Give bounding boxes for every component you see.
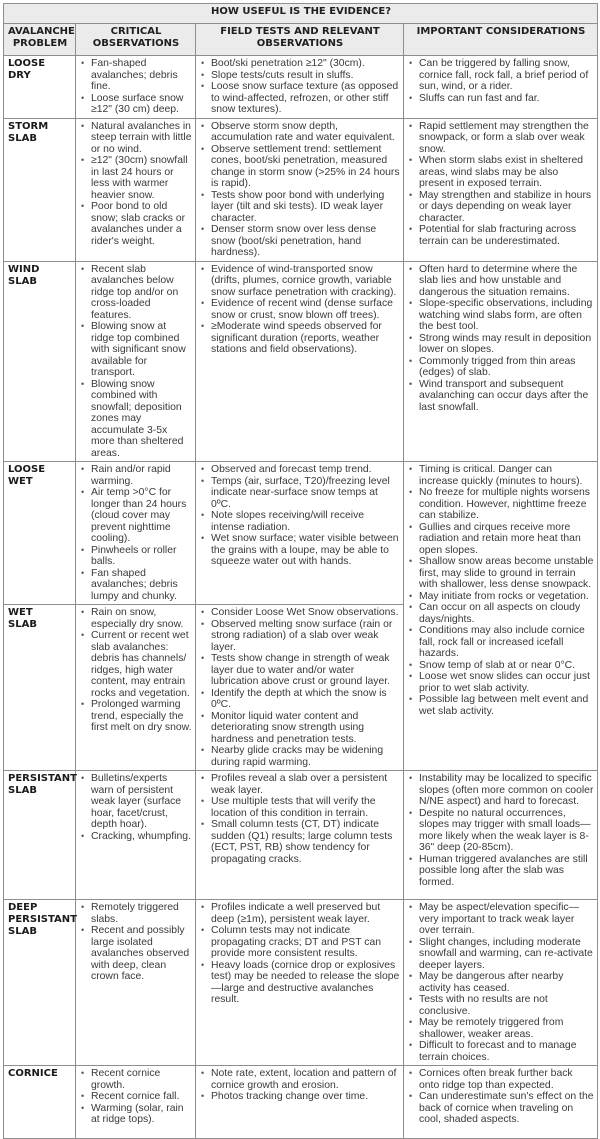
list-item: • Timing is critical. Danger can increase quickly (minutes to hours). — [408, 464, 594, 487]
field-tests-cell — [196, 261, 404, 462]
list-item: • Snow temp of slab at or near 0°C. — [408, 660, 594, 672]
list-item: • Prolonged warming trend, especially the first melt on dry snow. — [80, 699, 192, 734]
list-item: • Nearby glide cracks may be widening during rapid warming. — [200, 745, 400, 768]
list-item: • ≥12" (30cm) snowfall in last 24 hours or less with warmer heavier snow. — [80, 155, 192, 201]
table-body — [4, 56, 598, 1139]
column-header-label: AVALANCHE PROBLEM — [8, 26, 75, 49]
list-item: • Note rate, extent, location and pattern of cornice growth and erosion. — [200, 1068, 400, 1091]
list-item: • Shallow snow areas become unstable first, may slide to ground in terrain with shallower, less dense snowpack. — [408, 556, 594, 591]
list-item: • Bulletins/experts warn of persistent weak layer (surface hoar, facet/crust, depth hoar). — [80, 773, 192, 831]
avalanche-problem-cell — [4, 1066, 76, 1139]
list-item: • Possible lag between melt event and wet slab activity. — [408, 694, 594, 717]
field-tests-cell — [196, 462, 404, 605]
list-item: • Denser storm snow over less dense snow (boot/ski penetration, hand hardness). — [200, 224, 400, 259]
list-item: • Cracking, whumpfing. — [80, 831, 192, 843]
list-item: • Air temp >0°C for longer than 24 hours (cloud cover may prevent nighttime cooling). — [80, 487, 192, 545]
column-header-label: CRITICAL OBSERVATIONS — [92, 26, 180, 49]
critical-observations-cell — [76, 605, 196, 771]
list-item: • Warming (solar, rain at ridge tops). — [80, 1103, 192, 1126]
considerations-list — [408, 264, 594, 414]
list-item: • Pinwheels or roller balls. — [80, 545, 192, 568]
list-item: • Recent slab avalanches below ridge top and/or on cross-loaded features. — [80, 264, 192, 322]
critical-observations-cell — [76, 261, 196, 462]
avalanche-problem-cell — [4, 900, 76, 1066]
critical-observations-list — [80, 121, 192, 248]
list-item: • Blowing snow combined with snowfall; deposition zones may accumulate 3-5x more than sheltered areas. — [80, 379, 192, 460]
list-item: • Loose wet snow slides can occur just prior to wet slab activity. — [408, 671, 594, 694]
critical-observations-cell — [76, 900, 196, 1066]
field-tests-cell — [196, 1066, 404, 1139]
list-item: • Evidence of wind-transported snow (drifts, plumes, cornice growth, variable snow surface penetration with cracking). — [200, 264, 400, 299]
list-item: • Identify the depth at which the snow is 0ºC. — [200, 688, 400, 711]
field-tests-cell — [196, 605, 404, 771]
list-item: • Temps (air, surface, T20)/freezing level indicate near-surface snow temps at 0ºC. — [200, 476, 400, 511]
critical-observations-list — [80, 464, 192, 602]
list-item: • Rain and/or rapid warming. — [80, 464, 192, 487]
avalanche-problem-name: WET SLAB — [8, 607, 37, 630]
list-item: • Observed melting snow surface (rain or strong radiation) of a slab over weak layer. — [200, 619, 400, 654]
table-row — [4, 462, 598, 605]
list-item: • Commonly trigged from thin areas (edges) of slab. — [408, 356, 594, 379]
list-item: • May initiate from rocks or vegetation. — [408, 591, 594, 603]
avalanche-problem-name: WIND SLAB — [8, 263, 40, 287]
critical-observations-list — [80, 607, 192, 734]
list-item: • Gullies and cirques receive more radiation and retain more heat than open slopes. — [408, 522, 594, 557]
avalanche-problem-cell — [4, 118, 76, 261]
column-header-label: FIELD TESTS AND RELEVANT OBSERVATIONS — [220, 26, 380, 49]
list-item: • Tests show poor bond with underlying layer (tilt and ski tests). ID weak layer character. — [200, 190, 400, 225]
avalanche-problem-cell — [4, 605, 76, 771]
column-header-row — [4, 24, 598, 56]
critical-observations-cell — [76, 1066, 196, 1139]
list-item: • Profiles indicate a well preserved but deep (≥1m), persistent weak layer. — [200, 902, 400, 925]
critical-observations-list — [80, 58, 192, 116]
list-item: • Tests show change in strength of weak layer due to water and/or water lubrication above crust or ground layer. — [200, 653, 400, 688]
list-item: • May be dangerous after nearby activity has ceased. — [408, 971, 594, 994]
table-row — [4, 1066, 598, 1139]
considerations-cell — [404, 118, 598, 261]
field-tests-list — [200, 464, 400, 568]
list-item: • Can occur on all aspects on cloudy days/nights. — [408, 602, 594, 625]
table-row — [4, 771, 598, 900]
list-item: • Can be triggered by falling snow, cornice fall, rock fall, a brief period of sun, wind, or a rider. — [408, 58, 594, 93]
avalanche-problem-name: PERSISTANT SLAB — [8, 773, 77, 796]
list-item: • Slope-specific observations, including watching wind slabs form, are often the best tool. — [408, 298, 594, 333]
table-title-row — [4, 4, 598, 24]
list-item: • Tests with no results are not conclusive. — [408, 994, 594, 1017]
considerations-list — [408, 1068, 594, 1126]
table-row — [4, 261, 598, 462]
field-tests-list — [200, 264, 400, 356]
list-item: • Use multiple tests that will verify the location of this condition in terrain. — [200, 796, 400, 819]
list-item: • Note slopes receiving/will receive intense radiation. — [200, 510, 400, 533]
list-item: • Profiles reveal a slab over a persistent weak layer. — [200, 773, 400, 796]
avalanche-problem-cell — [4, 56, 76, 119]
avalanche-problem-name: STORM SLAB — [8, 120, 49, 144]
avalanche-problem-cell — [4, 771, 76, 900]
avalanche-problem-name: LOOSE WET — [8, 464, 46, 487]
list-item: • Photos tracking change over time. — [200, 1091, 400, 1103]
avalanche-problem-name: CORNICE — [8, 1068, 58, 1079]
list-item: • ≥Moderate wind speeds observed for significant duration (reports, weather stations and field observations). — [200, 321, 400, 356]
list-item: • Wind transport and subsequent avalanching can occur days after the last snowfall. — [408, 379, 594, 414]
considerations-list — [408, 121, 594, 248]
list-item: • Rain on snow, especially dry snow. — [80, 607, 192, 630]
field-tests-list — [200, 58, 400, 116]
field-tests-cell — [196, 900, 404, 1066]
list-item: • Can underestimate sun's effect on the back of cornice when traveling on cool, shaded aspects. — [408, 1091, 594, 1126]
considerations-list — [408, 58, 594, 104]
list-item: • Difficult to forecast and to manage terrain choices. — [408, 1040, 594, 1063]
list-item: • Current or recent wet slab avalanches: debris has channels/ ridges, high water content, may entrain rocks and vegetation. — [80, 630, 192, 699]
field-tests-cell — [196, 771, 404, 900]
list-item: • Slope tests/cuts result in sluffs. — [200, 70, 400, 82]
considerations-cell — [404, 56, 598, 119]
considerations-list — [408, 464, 594, 717]
list-item: • Loose snow surface texture (as opposed to wind-affected, refrozen, or other stiff snow textures). — [200, 81, 400, 116]
list-item: • Potential for slab fracturing across terrain can be underestimated. — [408, 224, 594, 247]
column-header-problem — [4, 24, 76, 56]
critical-observations-list — [80, 773, 192, 842]
critical-observations-list — [80, 264, 192, 460]
list-item: • Recent and possibly large isolated avalanches observed with deep, clean crown face. — [80, 925, 192, 983]
column-header-considerations — [404, 24, 598, 56]
list-item: • Observe settlement trend: settlement cones, boot/ski penetration, measured change in storm snow (>25% in 24 hours is rapid). — [200, 144, 400, 190]
list-item: • Human triggered avalanches are still possible long after the slab was formed. — [408, 854, 594, 889]
critical-observations-list — [80, 902, 192, 983]
considerations-cell-wet — [404, 462, 598, 771]
table-row — [4, 56, 598, 119]
field-tests-list — [200, 773, 400, 865]
critical-observations-list — [80, 1068, 192, 1126]
list-item: • Conditions may also include cornice fall, rock fall or increased icefall hazards. — [408, 625, 594, 660]
list-item: • Loose surface snow ≥12" (30 cm) deep. — [80, 93, 192, 116]
list-item: • Boot/ski penetration ≥12" (30cm). — [200, 58, 400, 70]
list-item: • Recent cornice growth. — [80, 1068, 192, 1091]
list-item: • May be aspect/elevation specific—very important to track weak layer over terrain. — [408, 902, 594, 937]
list-item: • Rapid settlement may strengthen the snowpack, or form a slab over weak snow. — [408, 121, 594, 156]
list-item: • Sluffs can run fast and far. — [408, 93, 594, 105]
table-row — [4, 900, 598, 1066]
list-item: • Observe storm snow depth, accumulation rate and water equivalent. — [200, 121, 400, 144]
list-item: • Remotely triggered slabs. — [80, 902, 192, 925]
list-item: • Evidence of recent wind (dense surface snow or crust, snow blown off trees). — [200, 298, 400, 321]
list-item: • Recent cornice fall. — [80, 1091, 192, 1103]
list-item: • Observed and forecast temp trend. — [200, 464, 400, 476]
list-item: • Natural avalanches in steep terrain with little or no wind. — [80, 121, 192, 156]
column-header-label: IMPORTANT CONSIDERATIONS — [416, 26, 586, 37]
list-item: • Small column tests (CT, DT) indicate sudden (Q1) results; large column tests (ECT, PST, RB) show tendency for propagating cracks. — [200, 819, 400, 865]
considerations-cell — [404, 771, 598, 900]
list-item: • Blowing snow at ridge top combined with significant snow available for transport. — [80, 321, 192, 379]
list-item: • Strong winds may result in deposition lower on slopes. — [408, 333, 594, 356]
list-item: • Often hard to determine where the slab lies and how unstable and dangerous the situation remains. — [408, 264, 594, 299]
field-tests-cell — [196, 56, 404, 119]
list-item: • Slight changes, including moderate snowfall and warming, can re-activate deeper layers. — [408, 937, 594, 972]
list-item: • Monitor liquid water content and deteriorating snow strength using hardness and penetration tests. — [200, 711, 400, 746]
avalanche-problem-name: DEEP PERSISTANT SLAB — [8, 902, 77, 937]
list-item: • When storm slabs exist in sheltered areas, wind slabs may be also present in exposed terrain. — [408, 155, 594, 190]
critical-observations-cell — [76, 56, 196, 119]
field-tests-list — [200, 1068, 400, 1103]
list-item: • No freeze for multiple nights worsens condition. However, nighttime freeze can stabilize. — [408, 487, 594, 522]
considerations-cell — [404, 1066, 598, 1139]
field-tests-list — [200, 902, 400, 1006]
critical-observations-cell — [76, 118, 196, 261]
considerations-cell — [404, 900, 598, 1066]
list-item: • May be remotely triggered from shallower, weaker areas. — [408, 1017, 594, 1040]
list-item: • Heavy loads (cornice drop or explosives test) may be needed to release the slope—large and destructive avalanches result. — [200, 960, 400, 1006]
avalanche-problem-name: LOOSE DRY — [8, 58, 46, 81]
list-item: • Cornices often break further back onto ridge top than expected. — [408, 1068, 594, 1091]
list-item: • Despite no natural occurrences, slopes may trigger with small loads—more likely when the weak layer is 8-36" deep (20-85cm). — [408, 808, 594, 854]
list-item: • Wet snow surface; water visible between the grains with a loupe, may be able to squeeze water out with hands. — [200, 533, 400, 568]
list-item: • Fan-shaped avalanches; debris fine. — [80, 58, 192, 93]
considerations-cell — [404, 261, 598, 462]
avalanche-problem-cell — [4, 261, 76, 462]
considerations-list — [408, 902, 594, 1063]
evidence-table — [3, 3, 598, 1139]
column-header-critical — [76, 24, 196, 56]
table-row — [4, 118, 598, 261]
column-header-field-tests — [196, 24, 404, 56]
list-item: • May strengthen and stabilize in hours or days depending on weak layer character. — [408, 190, 594, 225]
considerations-list — [408, 773, 594, 888]
list-item: • Consider Loose Wet Snow observations. — [200, 607, 400, 619]
list-item: • Fan shaped avalanches; debris lumpy and chunky. — [80, 568, 192, 603]
field-tests-cell — [196, 118, 404, 261]
critical-observations-cell — [76, 771, 196, 900]
list-item: • Poor bond to old snow; slab cracks or avalanches under a rider's weight. — [80, 201, 192, 247]
avalanche-problem-cell — [4, 462, 76, 605]
list-item: • Instability may be localized to specific slopes (often more common on cooler N/NE aspect) and hard to forecast. — [408, 773, 594, 808]
critical-observations-cell — [76, 462, 196, 605]
table-title: HOW USEFUL IS THE EVIDENCE? — [4, 4, 598, 24]
list-item: • Column tests may not indicate propagating cracks; DT and PST can provide more consistent results. — [200, 925, 400, 960]
field-tests-list — [200, 121, 400, 259]
field-tests-list — [200, 607, 400, 768]
